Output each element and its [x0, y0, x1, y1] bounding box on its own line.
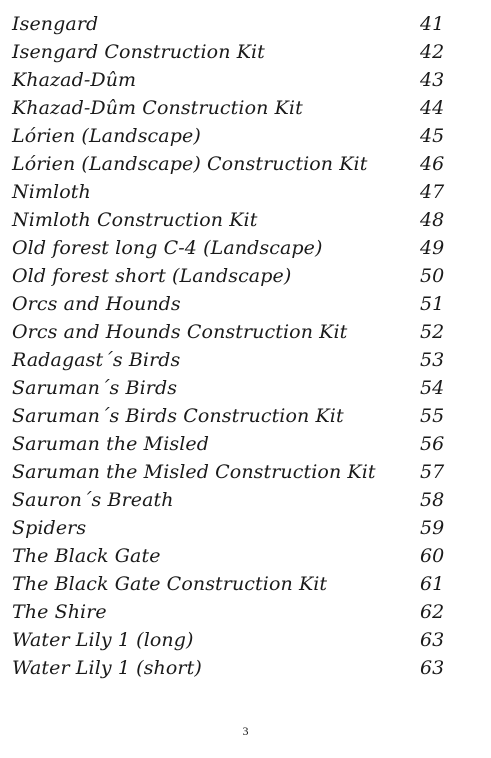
- toc-entry-title: Radagast´s Birds: [12, 349, 181, 371]
- toc-entry-page: 60: [420, 545, 445, 567]
- toc-entry: [12, 66, 460, 94]
- toc-entry: [12, 38, 460, 66]
- toc-entry-title: Saruman the Misled Construction Kit: [12, 461, 376, 483]
- toc-entry-page: 48: [420, 209, 445, 231]
- toc-entry: [12, 178, 460, 206]
- toc-entry: [12, 374, 460, 402]
- toc-entry-title: Orcs and Hounds Construction Kit: [12, 321, 348, 343]
- toc-entry: [12, 318, 460, 346]
- toc-entry-page: 52: [420, 321, 445, 343]
- toc-entry-page: 42: [420, 41, 445, 63]
- toc-entry: [12, 122, 460, 150]
- toc-entry-title: Lórien (Landscape) Construction Kit: [12, 153, 368, 175]
- toc-entry-title: Saruman the Misled: [12, 433, 210, 455]
- toc-entry-page: 61: [420, 573, 445, 595]
- toc-entry-page: 62: [420, 601, 445, 623]
- toc-entry: [12, 626, 460, 654]
- toc-entry-page: 63: [420, 629, 445, 651]
- toc-entry-page: 57: [420, 461, 445, 483]
- toc-entry: [12, 346, 460, 374]
- toc-entry: [12, 290, 460, 318]
- toc-entry-title: Sauron´s Breath: [12, 489, 174, 511]
- toc-entry: [12, 458, 460, 486]
- toc-entry-page: 43: [420, 69, 445, 91]
- toc-entry-title: Nimloth Construction Kit: [12, 209, 258, 231]
- toc-entry: [12, 598, 460, 626]
- toc-entry-title: Water Lily 1 (long): [12, 629, 194, 651]
- toc-entry-title: The Black Gate Construction Kit: [12, 573, 328, 595]
- toc-entry-title: The Black Gate: [12, 545, 161, 567]
- toc-entry: [12, 486, 460, 514]
- toc-entry-title: Saruman´s Birds: [12, 377, 178, 399]
- toc-entry-page: 59: [420, 517, 445, 539]
- toc-entry-page: 49: [420, 237, 445, 259]
- toc-entry-title: Isengard: [12, 13, 99, 35]
- toc-entry-title: Khazad-Dûm Construction Kit: [12, 97, 303, 119]
- toc-entry-title: Old forest long C-4 (Landscape): [12, 237, 323, 259]
- toc-entry-page: 44: [420, 97, 445, 119]
- toc-entry-title: Nimloth: [12, 181, 91, 203]
- toc-entry-title: Khazad-Dûm: [12, 69, 137, 91]
- toc-entry-page: 47: [420, 181, 445, 203]
- toc-entry-title: Orcs and Hounds: [12, 293, 181, 315]
- toc-entry-title: Saruman´s Birds Construction Kit: [12, 405, 344, 427]
- page-number: 3: [242, 724, 249, 738]
- toc-entry: [12, 654, 460, 682]
- toc-entry: [12, 514, 460, 542]
- toc-entry: [12, 402, 460, 430]
- toc-entry: [12, 94, 460, 122]
- toc-entry-page: 51: [420, 293, 445, 315]
- toc-entry: [12, 542, 460, 570]
- toc-entry-page: 45: [420, 125, 445, 147]
- toc-entry: [12, 570, 460, 598]
- table-of-contents: [12, 10, 460, 682]
- toc-entry-title: Old forest short (Landscape): [12, 265, 292, 287]
- toc-entry-title: Spiders: [12, 517, 87, 539]
- toc-entry-page: 50: [420, 265, 445, 287]
- toc-entry: [12, 234, 460, 262]
- toc-entry: [12, 10, 460, 38]
- toc-entry-page: 55: [420, 405, 445, 427]
- toc-entry-title: Water Lily 1 (short): [12, 657, 202, 679]
- toc-entry-title: Lórien (Landscape): [12, 125, 201, 147]
- toc-entry: [12, 262, 460, 290]
- toc-entry-page: 63: [420, 657, 445, 679]
- toc-entry-page: 58: [420, 489, 445, 511]
- toc-entry-page: 54: [420, 377, 445, 399]
- toc-entry-title: The Shire: [12, 601, 107, 623]
- toc-entry-page: 41: [420, 13, 445, 35]
- toc-entry-title: Isengard Construction Kit: [12, 41, 265, 63]
- toc-entry-page: 46: [420, 153, 445, 175]
- toc-entry: [12, 150, 460, 178]
- toc-entry-page: 53: [420, 349, 445, 371]
- toc-entry: [12, 430, 460, 458]
- toc-entry-page: 56: [420, 433, 445, 455]
- toc-entry: [12, 206, 460, 234]
